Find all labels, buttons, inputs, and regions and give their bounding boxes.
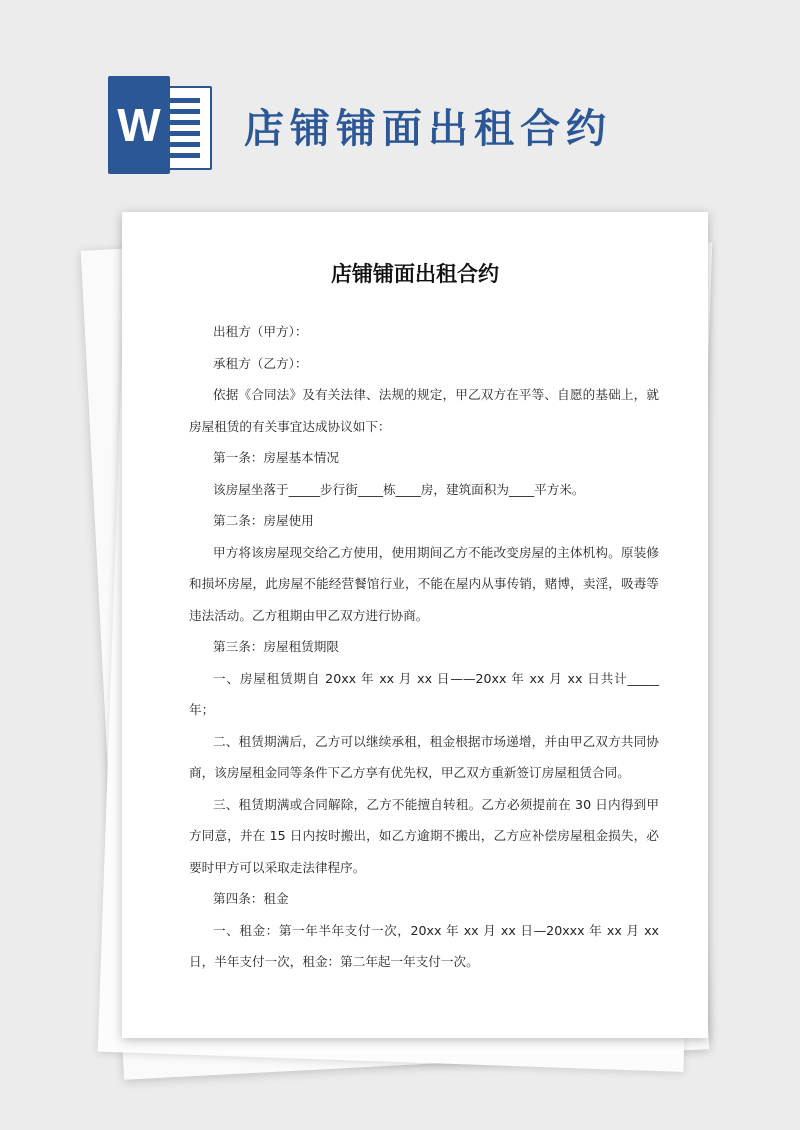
heading-article-2: 第二条：房屋使用 [213, 513, 314, 528]
paragraph-usage: 甲方将该房屋现交给乙方使用，使用期间乙方不能改变房屋的主体机构。原装修和损坏房屋，此房屋不能经营餐馆行业，不能在屋内从事传销，赌博，卖淫，吸毒等违法活动。乙方租期由甲乙双方进行协商。 [189, 544, 659, 623]
banner-title: 店铺铺面出租合约 [244, 105, 612, 152]
document-page [122, 212, 708, 1038]
word-document-icon [108, 76, 210, 174]
heading-article-1: 第一条：房屋基本情况 [213, 450, 339, 465]
word-logo-letter: W [108, 76, 170, 174]
paragraph-intro: 依据《合同法》及有关法律、法规的规定，甲乙双方在平等、自愿的基础上，就房屋租赁的有关事宜达成协议如下： [189, 387, 659, 434]
document-title: 店铺铺面出租合约 [331, 262, 499, 286]
paragraph-lessee: 承租方（乙方）： [213, 355, 308, 371]
banner [108, 70, 708, 180]
paragraph-location: 该房屋坐落于_____步行街____栋____房，建筑面积为____平方米。 [213, 481, 585, 497]
paragraph-rent-1: 一、租金：第一年半年支付一次，20xx 年 xx 月 xx 日—20xxx 年 xx 月 xx 日，半年支付一次，租金：第二年起一年支付一次。 [189, 922, 659, 969]
heading-article-3: 第三条：房屋租赁期限 [213, 639, 339, 654]
paragraph-term-2: 二、租赁期满后，乙方可以继续承租，租金根据市场递增，并由甲乙双方共同协商，该房屋租金同等条件下乙方享有优先权，甲乙双方重新签订房屋租赁合同。 [189, 733, 659, 780]
heading-article-4: 第四条：租金 [213, 891, 289, 906]
paragraph-lessor: 出租方（甲方）： [213, 324, 308, 339]
paragraph-term-3: 三、租赁期满或合同解除，乙方不能擅自转租。乙方必须提前在 30 日内得到甲方同意，并在 15 日内按时搬出，如乙方逾期不搬出，乙方应补偿房屋租金损失，必要时甲方可以采取走法律程序。 [189, 796, 659, 875]
document-body [189, 316, 659, 978]
paragraph-term-1: 一、房屋租赁期自 20xx 年 xx 月 xx 日——20xx 年 xx 月 xx 日共计_____年； [189, 670, 659, 717]
